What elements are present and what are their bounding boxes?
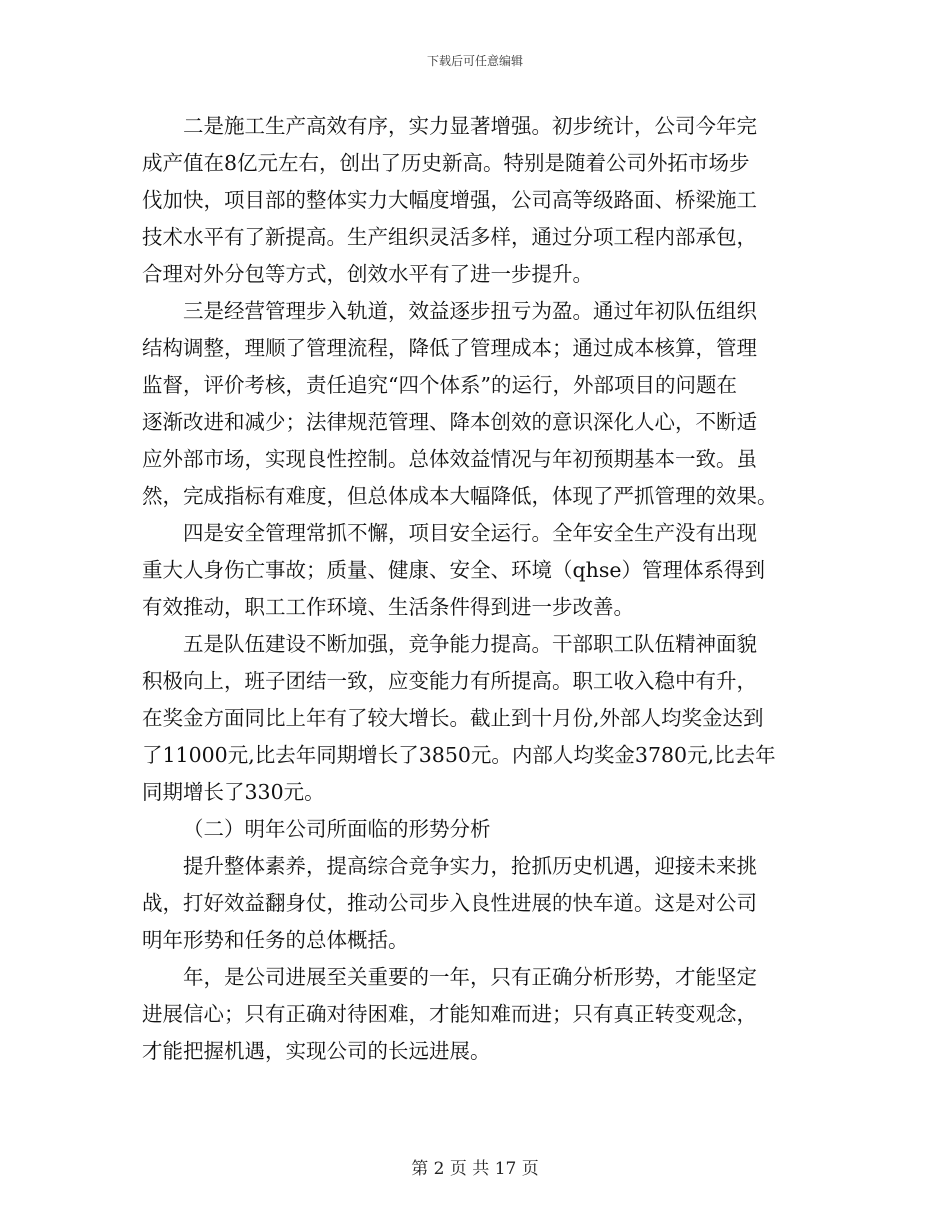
paragraph-line: 年，是公司进展至关重要的一年，只有正确分析形势，才能坚定 xyxy=(183,965,757,989)
paragraph-line: 合理对外分包等方式，创效水平有了进一步提升。 xyxy=(142,262,593,286)
paragraph-line: 二是施工生产高效有序，实力显著增强。初步统计，公司今年完 xyxy=(183,114,757,138)
paragraph-line: 明年形势和任务的总体概括。 xyxy=(142,928,409,952)
paragraph-line: 在奖金方面同比上年有了较大增长。截止到十月份,外部人均奖金达到 xyxy=(142,706,764,730)
paragraph-line: 然，完成指标有难度，但总体成本大幅降低，体现了严抓管理的效果。 xyxy=(142,484,778,508)
paragraph-line: 重大人身伤亡事故；质量、健康、安全、环境（qhse）管理体系得到 xyxy=(142,558,765,582)
paragraph-line: 五是队伍建设不断加强，竞争能力提高。干部职工队伍精神面貌 xyxy=(183,632,757,656)
paragraph-line: 提升整体素养，提高综合竞争实力，抢抓历史机遇，迎接未来挑 xyxy=(183,854,757,878)
paragraph-line: 技术水平有了新提高。生产组织灵活多样，通过分项工程内部承包， xyxy=(142,225,757,249)
paragraph-line: 四是安全管理常抓不懈，项目安全运行。全年安全生产没有出现 xyxy=(183,521,757,545)
document-body xyxy=(142,108,810,1070)
paragraph-line: 成产值在8亿元左右，创出了历史新高。特别是随着公司外拓市场步 xyxy=(142,151,750,175)
paragraph-line: 伐加快，项目部的整体实力大幅度增强，公司高等级路面、桥梁施工 xyxy=(142,188,757,212)
paragraph-line: 监督，评价考核，责任追究“四个体系”的运行，外部项目的问题在 xyxy=(142,373,737,397)
paragraph-line: 积极向上，班子团结一致，应变能力有所提高。职工收入稳中有升， xyxy=(142,669,757,693)
paragraph-line: 逐渐改进和减少；法律规范管理、降本创效的意识深化人心，不断适 xyxy=(142,410,757,434)
page-header: 下载后可任意编辑 xyxy=(426,54,523,68)
page-number-footer: 第 2 页 共 17 页 xyxy=(411,1159,539,1179)
paragraph-line: 进展信心；只有正确对待困难，才能知难而进；只有真正转变观念， xyxy=(142,1002,757,1026)
paragraph-line: 结构调整，理顺了管理流程，降低了管理成本；通过成本核算，管理 xyxy=(142,336,757,360)
paragraph-line: 同期增长了330元。 xyxy=(142,780,325,804)
paragraph-line: 了11000元,比去年同期增长了3850元。内部人均奖金3780元,比去年 xyxy=(142,743,776,767)
section-heading: （二）明年公司所面临的形势分析 xyxy=(183,817,491,841)
paragraph-line: 才能把握机遇，实现公司的长远进展。 xyxy=(142,1039,491,1063)
paragraph-line: 三是经营管理步入轨道，效益逐步扭亏为盈。通过年初队伍组织 xyxy=(183,299,757,323)
paragraph-line: 应外部市场，实现良性控制。总体效益情况与年初预期基本一致。虽 xyxy=(142,447,757,471)
paragraph-line: 战，打好效益翻身仗，推动公司步入良性进展的快车道。这是对公司 xyxy=(142,891,757,915)
paragraph-line: 有效推动，职工工作环境、生活条件得到进一步改善。 xyxy=(142,595,634,619)
